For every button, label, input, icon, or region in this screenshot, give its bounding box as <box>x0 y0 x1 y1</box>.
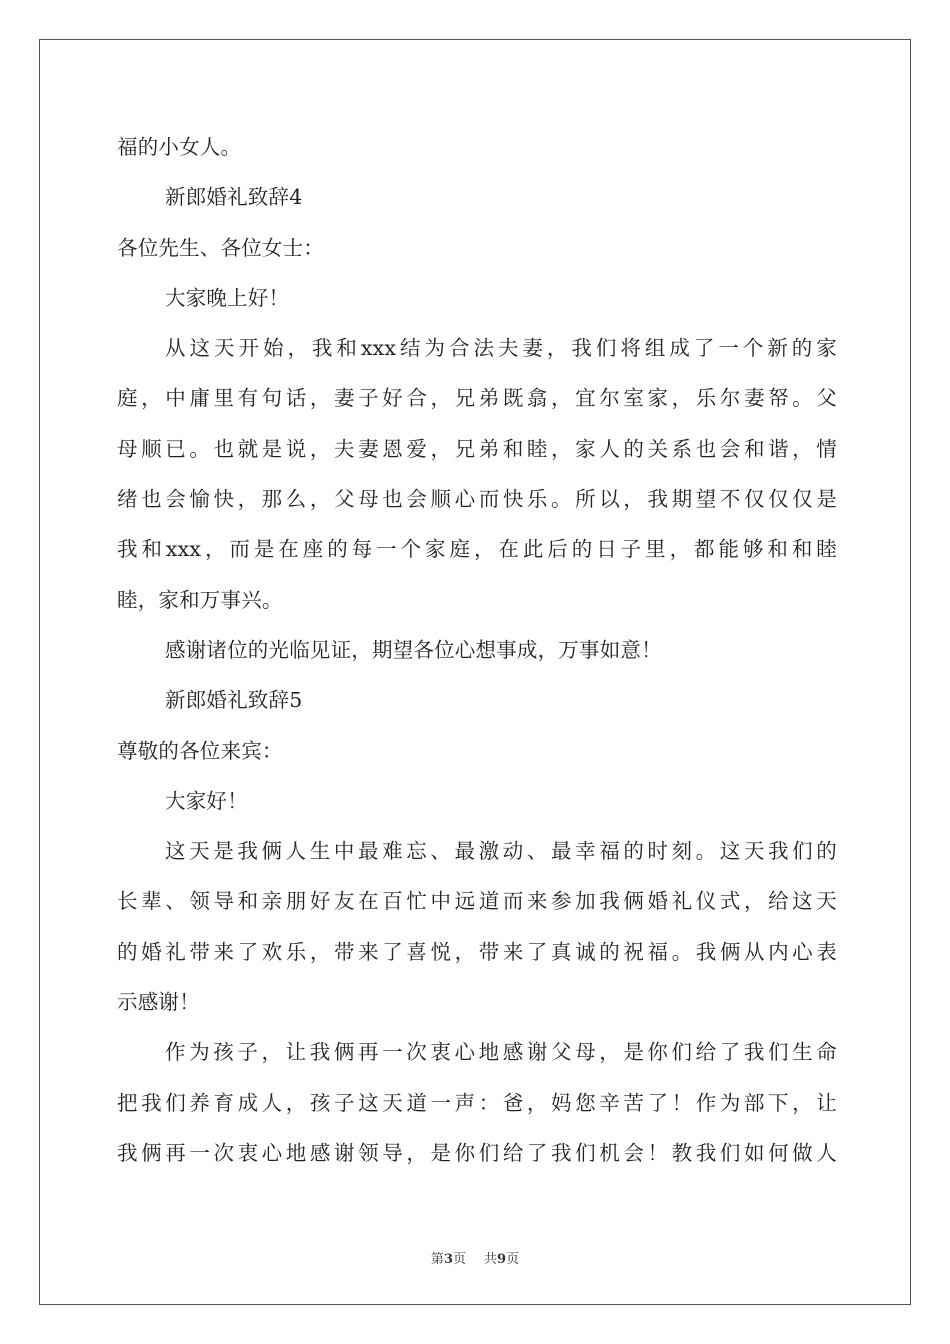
text-line: 庭，中庸里有句话，妻子好合，兄弟既翕，宜尔室家，乐尔妻帑。父 <box>117 386 837 411</box>
text-line: 我和xxx，而是在座的每一个家庭，在此后的日子里，都能够和和睦 <box>117 537 837 562</box>
text-line: 作为孩子，让我俩再一次衷心地感谢父母，是你们给了我们生命 <box>165 1040 837 1065</box>
text-line: 从这天开始，我和xxx结为合法夫妻，我们将组成了一个新的家 <box>165 336 837 361</box>
page-footer <box>0 1248 950 1267</box>
text-line: 新郎婚礼致辞4 <box>165 185 303 210</box>
text-line: 这天是我俩人生中最难忘、最激动、最幸福的时刻。这天我们的 <box>165 839 837 864</box>
text-line: 我俩再一次衷心地感谢领导，是你们给了我们机会！教我们如何做人 <box>117 1140 837 1165</box>
text-line: 的婚礼带来了欢乐，带来了喜悦，带来了真诚的祝福。我俩从内心表 <box>117 939 837 964</box>
text-line: 新郎婚礼致辞5 <box>165 688 303 713</box>
page-total-suffix: 页 <box>506 1252 520 1267</box>
text-line: 示感谢！ <box>117 990 200 1015</box>
text-line: 各位先生、各位女士： <box>117 235 324 260</box>
text-line: 尊敬的各位来宾： <box>117 738 283 763</box>
page-total: 9 <box>497 1252 507 1267</box>
text-line: 感谢诸位的光临见证，期望各位心想事成，万事如意！ <box>165 637 662 662</box>
text-line: 绪也会愉快，那么，父母也会顺心而快乐。所以，我期望不仅仅仅是 <box>117 487 837 512</box>
text-line: 把我们养育成人，孩子这天道一声：爸，妈您辛苦了！作为部下，让 <box>117 1090 837 1115</box>
document-body <box>117 122 837 1178</box>
page-total-prefix: 共 <box>484 1252 498 1267</box>
page-number-suffix: 页 <box>452 1252 466 1267</box>
text-line: 福的小女人。 <box>117 135 242 159</box>
text-line: 大家好！ <box>165 788 248 813</box>
text-line: 长辈、领导和亲朋好友在百忙中远道而来参加我俩婚礼仪式，给这天 <box>117 889 837 914</box>
page-number-prefix: 第 <box>430 1252 444 1267</box>
text-line: 大家晚上好！ <box>165 285 290 310</box>
text-line: 睦，家和万事兴。 <box>117 587 283 612</box>
text-line: 母顺已。也就是说，夫妻恩爱，兄弟和睦，家人的关系也会和谐，情 <box>117 436 837 461</box>
page-number-current: 3 <box>443 1252 453 1267</box>
